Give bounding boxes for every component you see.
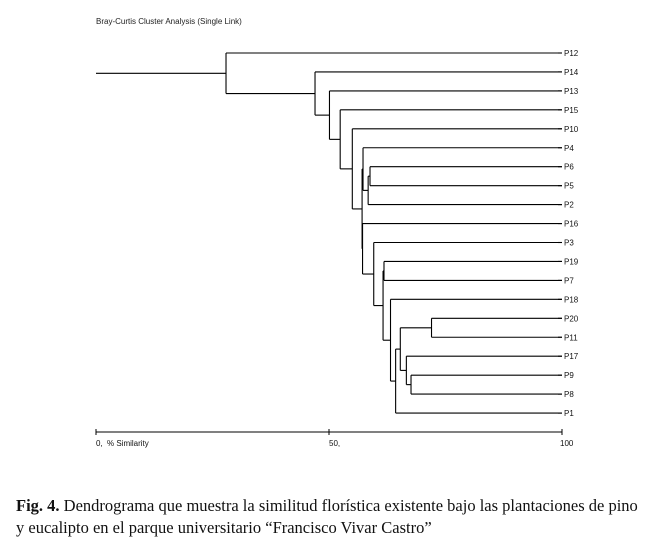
chart-title: Bray-Curtis Cluster Analysis (Single Link) bbox=[96, 17, 242, 26]
dendrogram-links bbox=[96, 53, 562, 413]
leaf-label-p15: P15 bbox=[564, 105, 579, 115]
leaf-label-p7: P7 bbox=[564, 276, 574, 286]
leaf-label-p4: P4 bbox=[564, 143, 574, 153]
x-tick-label-100: 100 bbox=[560, 439, 574, 448]
leaf-label-p17: P17 bbox=[564, 352, 579, 362]
leaf-label-p1: P1 bbox=[564, 409, 574, 419]
leaf-label-p10: P10 bbox=[564, 124, 579, 134]
leaf-labels bbox=[564, 49, 579, 418]
leaf-label-p14: P14 bbox=[564, 67, 579, 77]
caption-text: Dendrograma que muestra la similitud florística existente bajo las plantaciones de pino y eucalipto en el parque universitario “Francisco Vivar Castro” bbox=[16, 495, 638, 537]
x-axis-label: % Similarity bbox=[107, 439, 149, 448]
x-tick-label-50: 50, bbox=[329, 439, 341, 448]
leaf-label-p11: P11 bbox=[564, 333, 578, 343]
leaf-label-p12: P12 bbox=[564, 49, 579, 58]
leaf-label-p6: P6 bbox=[564, 162, 574, 172]
leaf-label-p16: P16 bbox=[564, 219, 579, 229]
leaf-label-p18: P18 bbox=[564, 295, 579, 305]
leaf-label-p19: P19 bbox=[564, 257, 579, 267]
leaf-label-p20: P20 bbox=[564, 314, 579, 324]
leaf-label-p9: P9 bbox=[564, 371, 574, 381]
leaf-label-p8: P8 bbox=[564, 390, 574, 400]
leaf-label-p2: P2 bbox=[564, 200, 574, 210]
leaf-label-p5: P5 bbox=[564, 181, 574, 191]
caption-label: Fig. 4. bbox=[16, 495, 60, 515]
figure-caption bbox=[16, 495, 646, 539]
x-tick-label-0: 0, bbox=[96, 439, 103, 448]
leaf-label-p13: P13 bbox=[564, 86, 579, 96]
leaf-label-p3: P3 bbox=[564, 238, 574, 248]
